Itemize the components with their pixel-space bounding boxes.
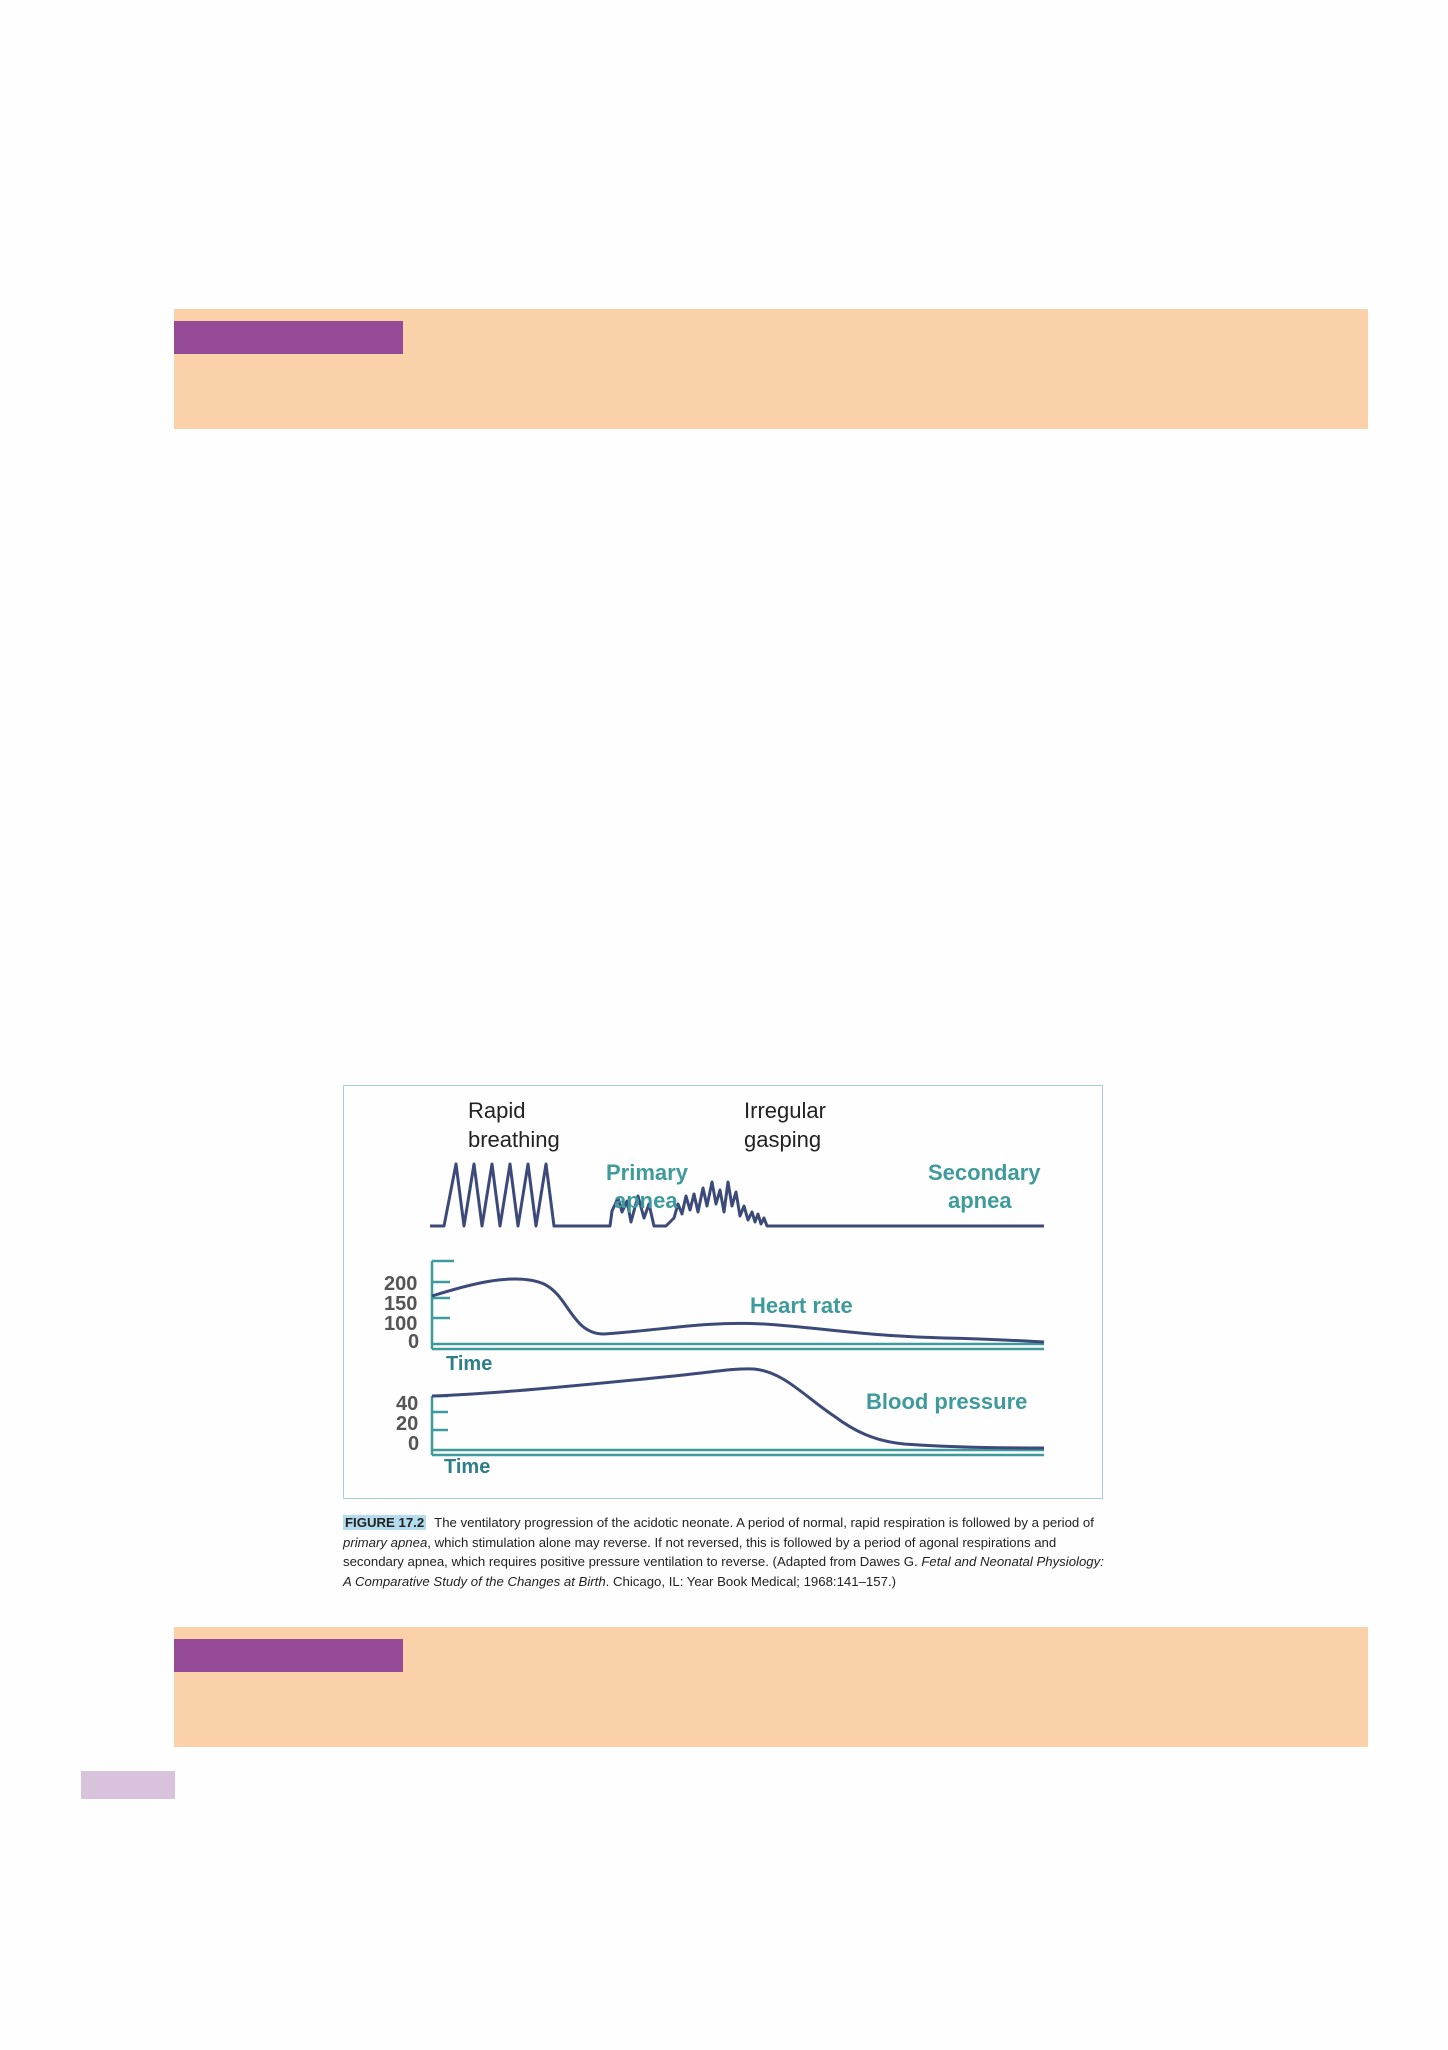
hr-tick-200: 200 — [384, 1273, 418, 1295]
ventilatory-progression-diagram — [344, 1086, 1104, 1500]
figure-caption — [343, 1513, 1105, 1591]
hr-tick-100: 100 — [384, 1313, 418, 1335]
heart-rate-axis — [432, 1261, 1044, 1349]
bp-tick-20: 20 — [396, 1413, 419, 1435]
box-header-tab — [174, 1639, 403, 1672]
box-header-tab — [174, 321, 403, 354]
primary-apnea-line2: apnea — [614, 1188, 678, 1213]
hr-time-label: Time — [446, 1353, 493, 1375]
rapid-label-line1: Rapid — [468, 1098, 526, 1123]
blood-pressure-label: Blood pressure — [866, 1389, 1028, 1414]
secondary-apnea-line2: apnea — [948, 1188, 1012, 1213]
bp-tick-40: 40 — [396, 1393, 419, 1415]
heart-rate-label: Heart rate — [750, 1293, 853, 1318]
highlight-box-bottom — [174, 1627, 1368, 1747]
hr-tick-0: 0 — [408, 1331, 420, 1353]
heart-rate-curve — [432, 1279, 1044, 1342]
figure-17-2 — [343, 1085, 1103, 1499]
figure-number: FIGURE 17.2 — [345, 1515, 425, 1530]
caption-italic-2: Fetal and Neonatal Physiology: A Comparative Study of the Changes at Birth — [343, 1554, 1104, 1589]
bp-time-label: Time — [444, 1456, 491, 1478]
primary-apnea-line1: Primary — [606, 1160, 688, 1185]
rapid-label-line2: breathing — [468, 1127, 560, 1152]
caption-text-3: . Chicago, IL: Year Book Medical; 1968:141–157.) — [605, 1573, 896, 1589]
caption-text-1: The ventilatory progression of the acidotic neonate. A period of normal, rapid respiration is followed by a period of — [434, 1515, 1094, 1530]
hr-tick-150: 150 — [384, 1293, 418, 1315]
page-number-tab — [81, 1771, 175, 1799]
irregular-label-line1: Irregular — [744, 1098, 826, 1123]
irregular-label-line2: gasping — [744, 1127, 822, 1152]
highlight-box-top — [174, 309, 1368, 429]
caption-italic-1: primary apnea — [343, 1534, 428, 1550]
bp-tick-0: 0 — [408, 1433, 420, 1455]
secondary-apnea-line1: Secondary — [928, 1160, 1041, 1185]
caption-text-2: , which stimulation alone may reverse. If not reversed, this is followed by a period of agonal respirations and secondary apnea, which requires positive pressure ventilation to reverse. (Adapted from Dawes G. — [343, 1534, 1057, 1569]
